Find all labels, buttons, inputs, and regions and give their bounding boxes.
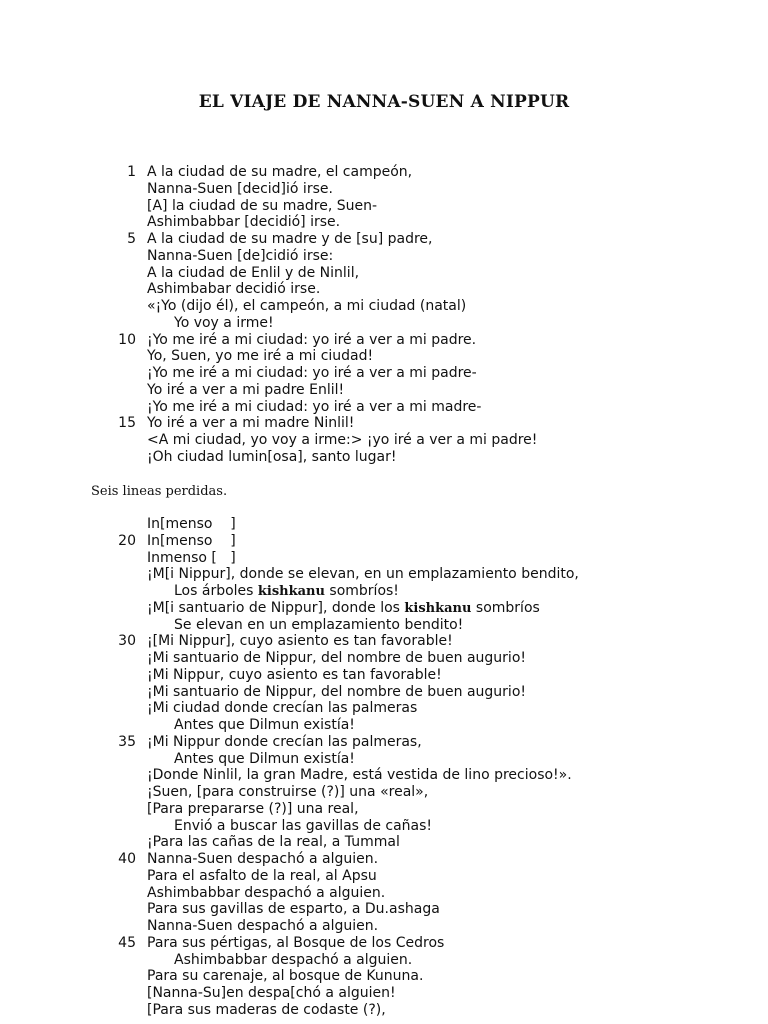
verse-line <box>0 348 768 365</box>
verse-block-2 <box>0 516 768 1019</box>
line-number: 20 <box>118 532 136 549</box>
verse-line <box>0 382 768 399</box>
verse-line <box>0 667 768 684</box>
verse-text: ¡Para las cañas de la real, a Tummal <box>147 834 400 851</box>
verse-line <box>0 550 768 567</box>
verse-line <box>0 265 768 282</box>
verse-line <box>0 533 768 550</box>
verse-line <box>0 851 768 868</box>
verse-text-part: sombríos! <box>324 583 399 599</box>
verse-text: A la ciudad de su madre, el campeón, <box>147 164 413 180</box>
verse-text: Yo iré a ver a mi padre Enlil! <box>147 381 345 398</box>
verse-line <box>0 633 768 650</box>
line-number: 45 <box>118 934 136 951</box>
verse-line <box>0 399 768 416</box>
verse-line <box>0 784 768 801</box>
verse-line <box>0 415 768 432</box>
verse-line <box>0 751 768 768</box>
verse-text: ¡Donde Ninlil, la gran Madre, está vestida de lino precioso!». <box>147 767 572 784</box>
verse-text: In[menso ] <box>147 516 236 532</box>
verse-line <box>0 248 768 265</box>
verse-line <box>0 332 768 349</box>
verse-text: Nanna-Suen [de]cidió irse: <box>147 247 334 264</box>
document-title: EL VIAJE DE NANNA-SUEN A NIPPUR <box>198 92 570 112</box>
verse-text: ¡Mi Nippur donde crecían las palmeras, <box>147 733 422 750</box>
verse-text: Inmenso [ ] <box>147 549 236 566</box>
verse-line <box>0 868 768 885</box>
verse-text: Nanna-Suen despachó a alguien. <box>147 918 379 934</box>
verse-text: Ashimbabbar despachó a alguien. <box>174 951 413 968</box>
verse-line <box>0 901 768 918</box>
sumerian-term: kishkanu <box>404 600 472 616</box>
verse-text: ¡Suen, [para construirse (?)] una «real», <box>147 784 429 800</box>
verse-text: ¡Mi Nippur, cuyo asiento es tan favorable! <box>147 666 442 683</box>
verse-line <box>0 516 768 533</box>
verse-text: [Nanna-Su]en despa[chó a alguien! <box>147 985 396 1001</box>
verse-line <box>0 600 768 617</box>
verse-text <box>174 583 399 601</box>
verse-line <box>0 566 768 583</box>
line-number: 35 <box>118 733 136 750</box>
verse-text: A la ciudad de su madre y de [su] padre, <box>147 231 433 247</box>
verse-line <box>0 717 768 734</box>
line-number: 30 <box>118 633 136 650</box>
verse-text: Nanna-Suen despachó a alguien. <box>147 851 379 867</box>
verse-text: ¡M[i Nippur], donde se elevan, en un emplazamiento bendito, <box>147 566 579 583</box>
verse-line <box>0 1002 768 1019</box>
verse-text: <A mi ciudad, yo voy a irme:> ¡yo iré a ver a mi padre! <box>147 432 538 448</box>
verse-line <box>0 985 768 1002</box>
verse-line <box>0 449 768 466</box>
verse-line <box>0 734 768 751</box>
verse-line <box>0 952 768 969</box>
line-number: 1 <box>127 164 136 180</box>
verse-text: [A] la ciudad de su madre, Suen- <box>147 197 378 214</box>
verse-text: Envió a buscar las gavillas de cañas! <box>174 817 433 834</box>
verse-line <box>0 801 768 818</box>
verse-line <box>0 198 768 215</box>
verse-line <box>0 818 768 835</box>
verse-text-part: ¡M[i santuario de Nippur], donde los <box>147 599 405 616</box>
verse-text: [Para prepararse (?)] una real, <box>147 800 359 817</box>
verse-line <box>0 834 768 851</box>
verse-text: ¡Mi ciudad donde crecían las palmeras <box>147 700 418 717</box>
verse-text: Se elevan en un emplazamiento bendito! <box>174 616 464 633</box>
verse-text: ¡Mi santuario de Nippur, del nombre de buen augurio! <box>147 683 526 700</box>
verse-line <box>0 767 768 784</box>
verse-text: [Para sus maderas de codaste (?), <box>147 1001 386 1018</box>
verse-text: Ashimbabbar despachó a alguien. <box>147 884 386 901</box>
verse-text: Para el asfalto de la real, al Apsu <box>147 867 377 884</box>
verse-text <box>147 600 540 618</box>
verse-text: Ashimbabar decidió irse. <box>147 281 321 298</box>
verse-line <box>0 365 768 382</box>
line-number: 15 <box>118 415 136 432</box>
verse-text: Para sus gavillas de esparto, a Du.ashaga <box>147 901 440 918</box>
verse-line <box>0 617 768 634</box>
line-number: 5 <box>127 231 136 247</box>
sumerian-term: kishkanu <box>257 584 325 599</box>
verse-block-1 <box>0 164 768 466</box>
verse-line <box>0 700 768 717</box>
line-number: 10 <box>118 331 136 348</box>
verse-text: ¡[Mi Nippur], cuyo asiento es tan favorable! <box>147 633 453 650</box>
verse-text: Nanna-Suen [decid]ió irse. <box>147 180 333 197</box>
verse-text: ¡Yo me iré a mi ciudad: yo iré a ver a mi padre. <box>147 331 477 348</box>
verse-text: Yo iré a ver a mi madre Ninlil! <box>147 415 355 432</box>
verse-line <box>0 885 768 902</box>
verse-text: ¡Yo me iré a mi ciudad: yo iré a ver a mi madre- <box>147 398 482 415</box>
verse-text: A la ciudad de Enlil y de Ninlil, <box>147 264 360 281</box>
verse-text: Antes que Dilmun existía! <box>174 750 355 767</box>
verse-line <box>0 432 768 449</box>
verse-text: Ashimbabbar [decidió] irse. <box>147 214 341 231</box>
verse-text-part: sombríos <box>471 599 540 616</box>
verse-line <box>0 684 768 701</box>
verse-text: ¡Mi santuario de Nippur, del nombre de buen augurio! <box>147 650 526 666</box>
verse-line <box>0 315 768 332</box>
verse-text: ¡Yo me iré a mi ciudad: yo iré a ver a mi padre- <box>147 365 477 381</box>
verse-line <box>0 918 768 935</box>
lost-lines-note: Seis lineas perdidas. <box>91 484 228 499</box>
verse-line <box>0 231 768 248</box>
verse-line <box>0 935 768 952</box>
verse-line <box>0 281 768 298</box>
verse-line <box>0 583 768 600</box>
verse-line <box>0 214 768 231</box>
verse-text: Para sus pértigas, al Bosque de los Cedros <box>147 934 445 951</box>
verse-text: «¡Yo (dijo él), el campeón, a mi ciudad (natal) <box>147 298 467 314</box>
verse-text: Yo, Suen, yo me iré a mi ciudad! <box>147 348 374 365</box>
verse-text: Para su carenaje, al bosque de Kununa. <box>147 968 424 985</box>
verse-text-part: Los árboles <box>174 583 258 599</box>
verse-text: ¡Oh ciudad lumin[osa], santo lugar! <box>147 448 397 465</box>
verse-text: Antes que Dilmun existía! <box>174 717 355 733</box>
verse-text: In[menso ] <box>147 532 236 549</box>
verse-line <box>0 164 768 181</box>
verse-line <box>0 968 768 985</box>
verse-text: Yo voy a irme! <box>174 314 274 331</box>
line-number: 40 <box>118 851 136 867</box>
verse-line <box>0 650 768 667</box>
verse-line <box>0 298 768 315</box>
verse-line <box>0 181 768 198</box>
